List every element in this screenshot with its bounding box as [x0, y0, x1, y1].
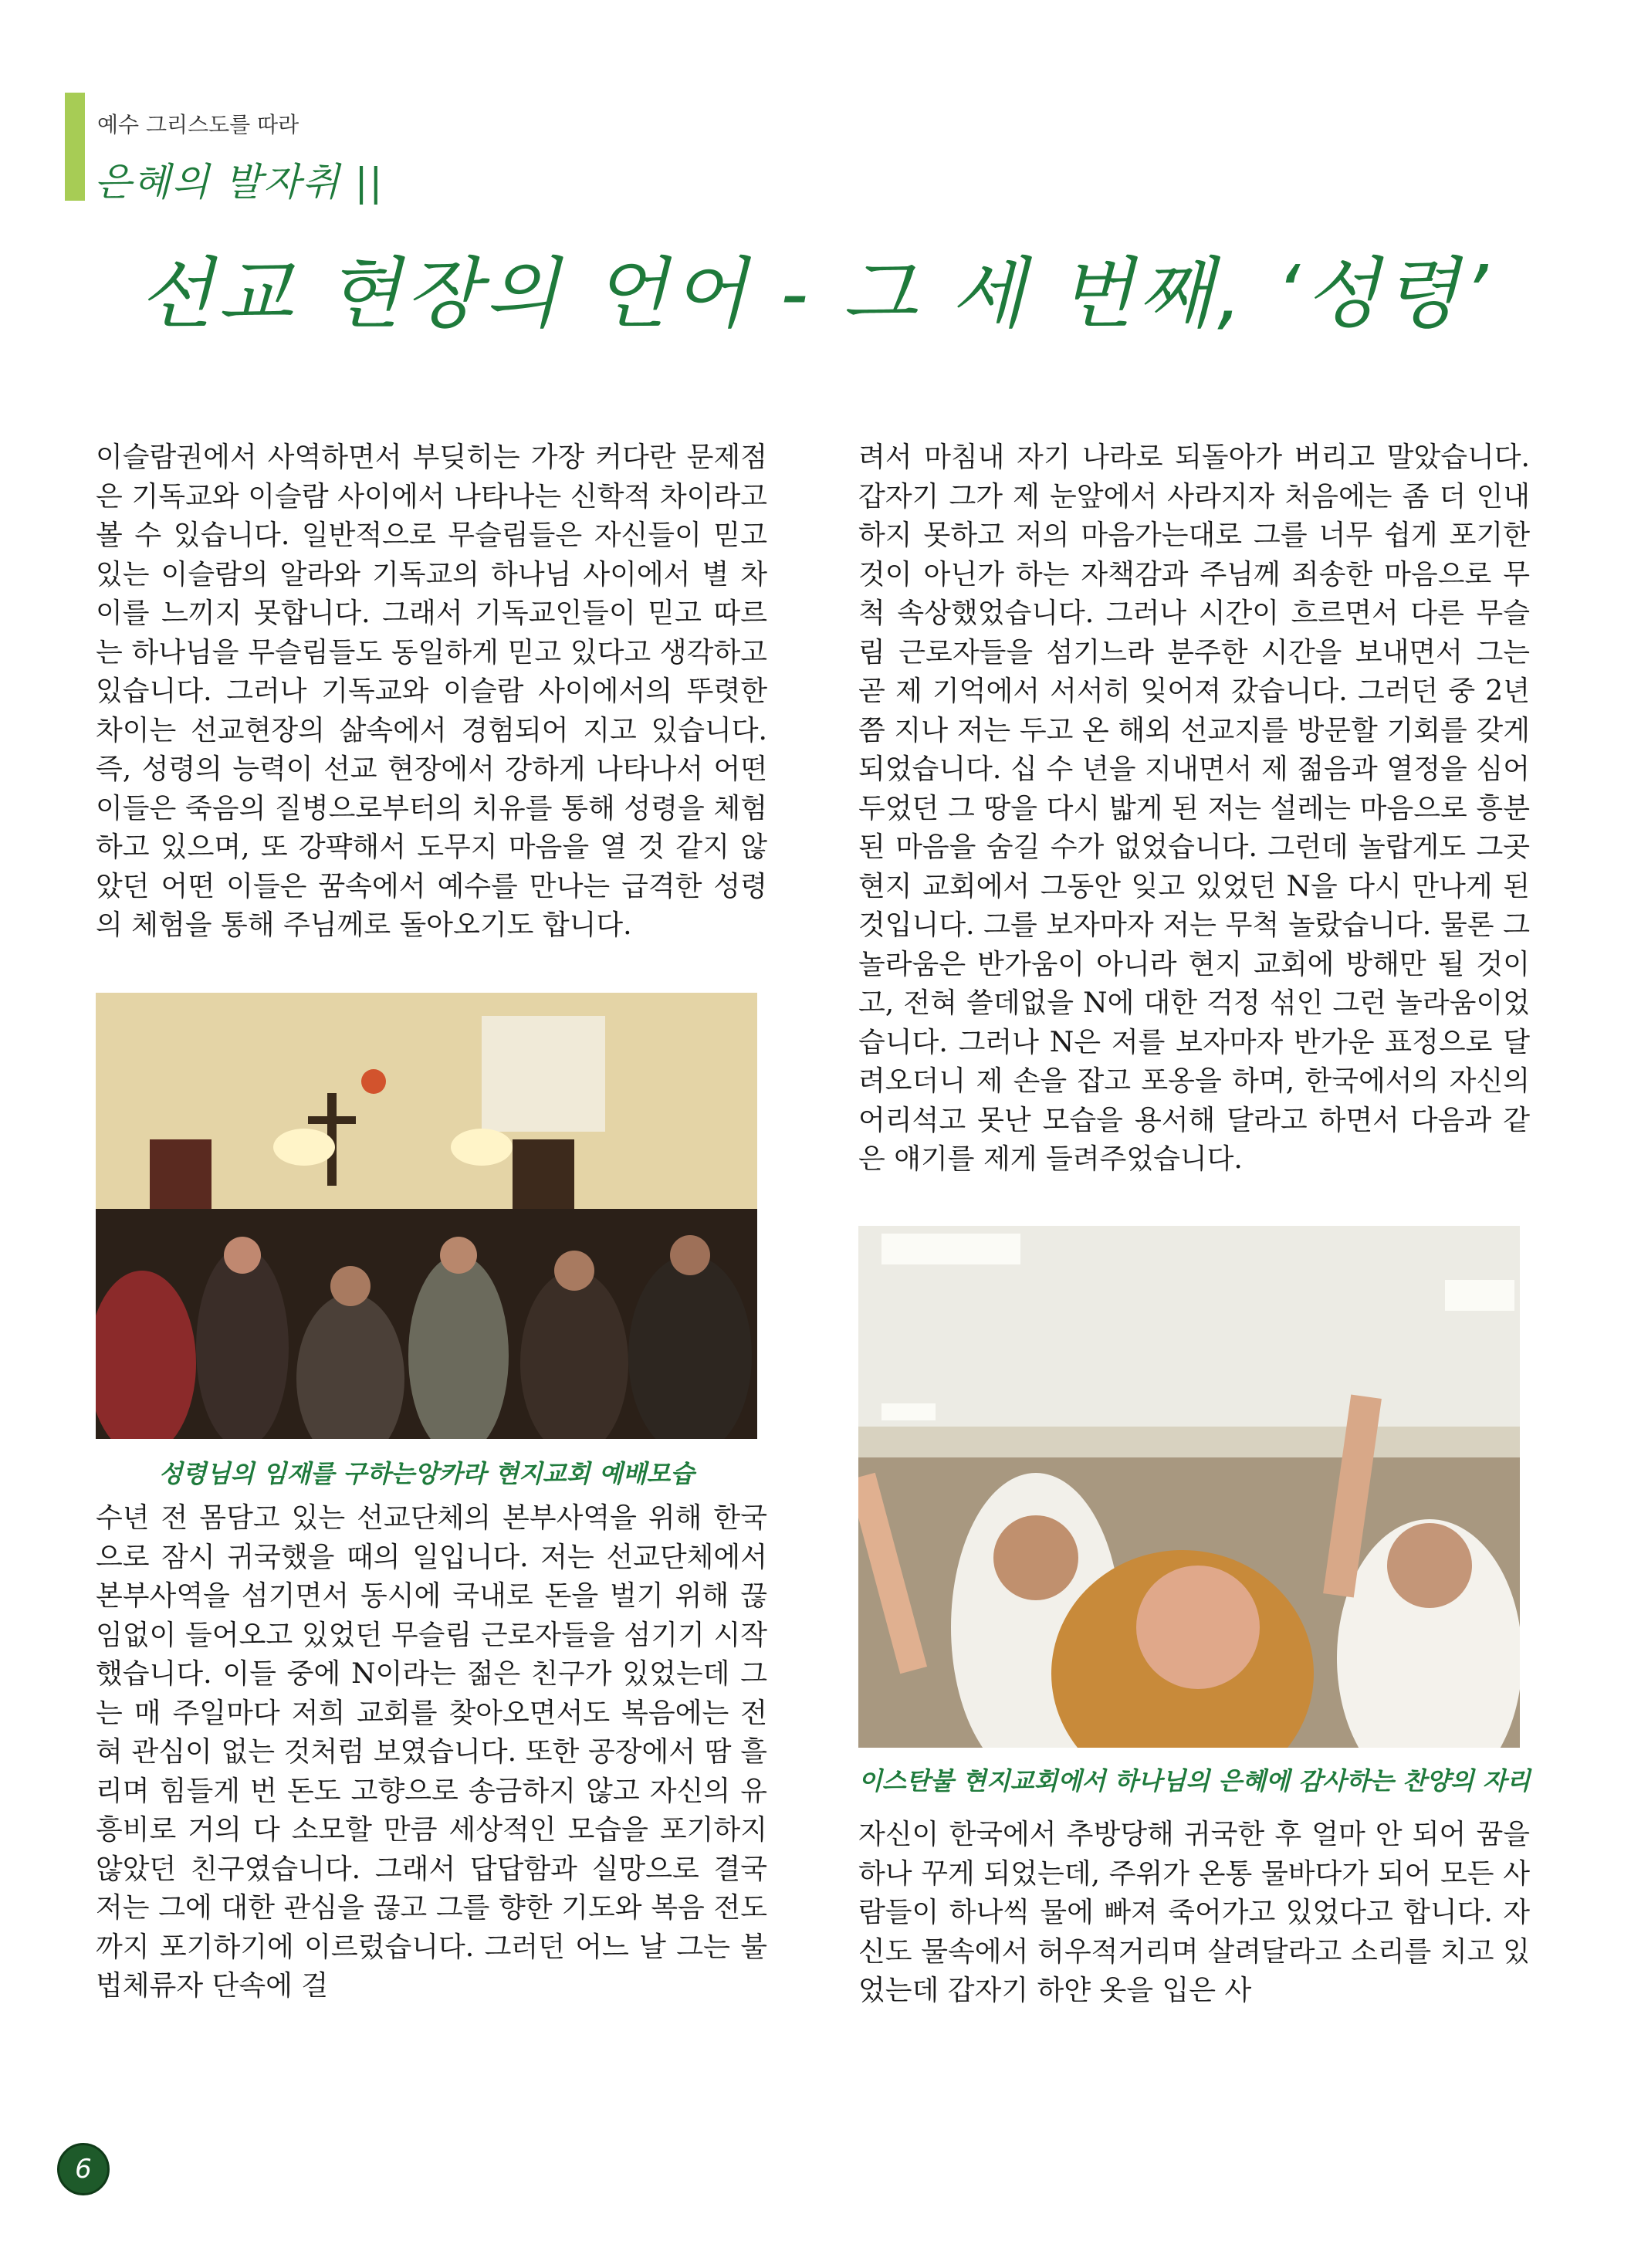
article-paragraph: 이슬람권에서 사역하면서 부딪히는 가장 커다란 문제점은 기독교와 이슬람 사이에서 나타나는 신학적 차이라고 볼 수 있습니다. 일반적으로 무슬림들은 자신들이 믿고 있는 이슬람의 알라와 기독교의 하나님 사이에서 별 차이를 느끼지 못합니다. 그래서 기독교인들이 믿고 따르는 하나님을 무슬림들도 동일하게 믿고 있다고 생각하고 있습니다. 그러나 기독교와 이슬람 사이에서의 뚜렷한 차이는 선교현장의 삶속에서 경험되어 지고 있습니다. 즉, 성령의 능력이 선교 현장에서 강하게 나타나서 어떤 이들은 죽음의 질병으로부터의 치유를 통해 성령을 체험하고 있으며, 또 강퍅해서 도무지 마음을 열 것 같지 않았던 어떤 이들은 꿈속에서 예수를 만나는 급격한 성령의 체험을 통해 주님께로 돌아오기도 합니다.	[96, 442, 767, 941]
article-column-left-top	[96, 438, 767, 979]
page-title: 선교 현장의 언어 - 그 세 번째, ‘성령’	[138, 249, 1493, 339]
article-column-left-bottom	[96, 1499, 767, 2024]
article-paragraph: 수년 전 몸담고 있는 선교단체의 본부사역을 위해 한국으로 잠시 귀국했을 때의 일입니다. 저는 선교단체에서 본부사역을 섬기면서 동시에 국내로 돈을 벌기 위해 끊임없이 들어오고 있었던 무슬림 근로자들을 섬기기 시작했습니다. 이들 중에 N이라는 젊은 친구가 있었는데 그는 매 주일마다 저희 교회를 찾아오면서도 복음에는 전혀 관심이 없는 것처럼 보였습니다. 또한 공장에서 땀 흘리며 힘들게 번 돈도 고향으로 송금하지 않고 자신의 유흥비로 거의 다 소모할 만큼 세상적인 모습을 포기하지 않았던 친구였습니다. 그래서 답답함과 실망으로 결국 저는 그에 대한 관심을 끊고 그를 향한 기도와 복음 전도까지 포기하기에 이르렀습니다. 그러던 어느 날 그는 불법체류자 단속에 걸	[96, 1502, 767, 2002]
article-paragraph: 려서 마침내 자기 나라로 되돌아가 버리고 말았습니다. 갑자기 그가 제 눈앞에서 사라지자 처음에는 좀 더 인내하지 못하고 저의 마음가는대로 그를 너무 쉽게 포기한 것이 아닌가 하는 자책감과 주님께 죄송한 마음으로 무척 속상했었습니다. 그러나 시간이 흐르면서 다른 무슬림 근로자들을 섬기느라 분주한 시간을 보내면서 그는 곧 제 기억에서 서서히 잊어져 갔습니다. 그러던 중 2년쯤 지나 저는 두고 온 해외 선교지를 방문할 기회를 갖게 되었습니다. 십 수 년을 지내면서 제 젊음과 열정을 심어두었던 그 땅을 다시 밟게 된 저는 설레는 마음으로 흥분된 마음을 숨길 수가 없었습니다. 그런데 놀랍게도 그곳 현지 교회에서 그동안 잊고 있었던 N을 다시 만나게 된 것입니다. 그를 보자마자 저는 무척 놀랐습니다. 물론 그 놀라움은 반가움이 아니라 현지 교회에 방해만 될 것이고, 전혀 쓸데없을 N에 대한 걱정 섞인 그런 놀라움이었습니다. 그러나 N은 저를 보자마자 반가운 표정으로 달려오더니 제 손을 잡고 포옹을 하며, 한국에서의 자신의 어리석고 못난 모습을 용서해 달라고 하면서 다음과 같은 얘기를 제게 들려주었습니다.	[858, 442, 1530, 1175]
photo-caption-ankara: 성령님의 임재를 구하는앙카라 현지교회 예배모습	[158, 1459, 695, 1488]
article-paragraph: 자신이 한국에서 추방당해 귀국한 후 얼마 안 되어 꿈을 하나 꾸게 되었는데, 주위가 온통 물바다가 되어 모든 사람들이 하나씩 물에 빠져 죽어가고 있었다고 합니다. 자신도 물속에서 허우적거리며 살려달라고 소리를 치고 있었는데 갑자기 하얀 옷을 입은 사	[858, 1819, 1530, 2006]
series-title: 은혜의 발자취 ||	[94, 160, 384, 205]
photo-istanbul-praise	[858, 1226, 1520, 1748]
photo-ankara-worship	[96, 993, 757, 1439]
series-label: 예수 그리스도를 따라	[97, 112, 299, 137]
header-accent-bar	[65, 93, 85, 201]
page-number: 6	[57, 2143, 110, 2195]
article-column-right-top	[858, 438, 1530, 1226]
article-column-right-bottom	[858, 1816, 1530, 2032]
photo-caption-istanbul: 이스탄불 현지교회에서 하나님의 은혜에 감사하는 찬양의 자리	[858, 1766, 1531, 1796]
